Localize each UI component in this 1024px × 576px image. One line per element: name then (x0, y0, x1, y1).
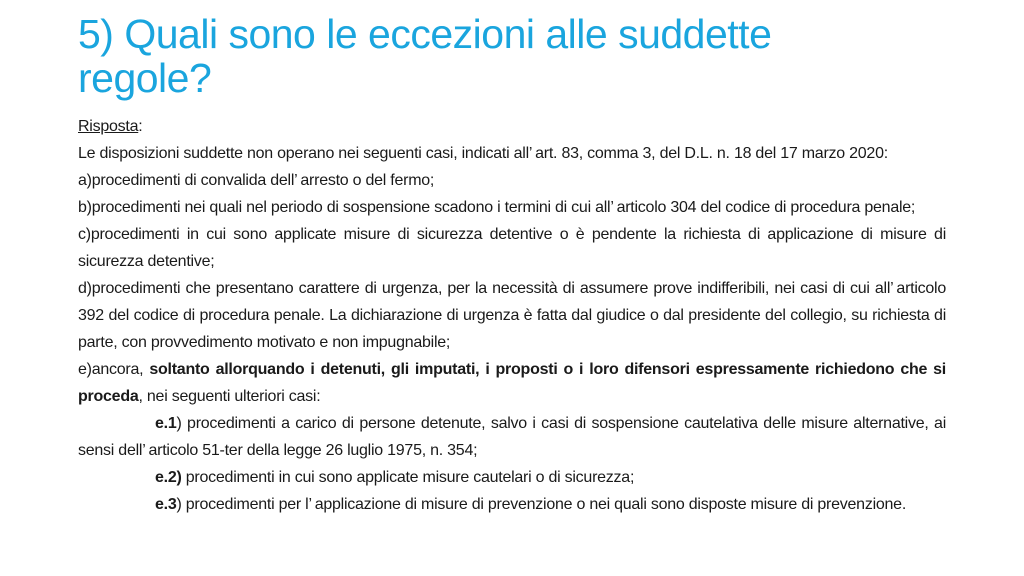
paragraph-run: e)ancora, (78, 360, 150, 378)
paragraph-run: c)procedimenti in cui sono applicate misure di sicurezza detentive o è pendente la richiesta di applicazione di misure di sicurezza detentive; (78, 225, 946, 270)
answer-label-colon: : (138, 117, 143, 135)
paragraph (78, 464, 946, 491)
paragraph (78, 221, 946, 275)
paragraph (78, 491, 946, 518)
paragraph-run: ) procedimenti a carico di persone detenute, salvo i casi di sospensione cautelativa delle misure alternative, ai sensi dell’ articolo 51-ter della legge 26 luglio 1975, n. 354; (78, 414, 946, 459)
answer-label: Risposta (78, 117, 139, 135)
paragraph-run-bold: e.2) (155, 468, 182, 486)
paragraph-run-bold: e.1 (155, 414, 177, 432)
paragraph-run: a)procedimenti di convalida dell’ arresto o del fermo; (78, 171, 435, 189)
paragraph-run: d)procedimenti che presentano carattere di urgenza, per la necessità di assumere prove indifferibili, nei casi di cui all’ articolo 392 del codice di procedura penale. La dichiarazione di urgenza è fatta dal giudice o dal presidente del collegio, su richiesta di parte, con provvedimento motivato e non impugnabile; (78, 279, 946, 351)
paragraph (78, 275, 946, 356)
answer-body (78, 113, 946, 518)
paragraph-run: procedimenti in cui sono applicate misure cautelari o di sicurezza; (181, 468, 635, 486)
paragraph (78, 140, 946, 167)
paragraph (78, 356, 946, 410)
paragraph (78, 410, 946, 464)
paragraph-run: b)procedimenti nei quali nel periodo di sospensione scadono i termini di cui all’ articolo 304 del codice di procedura penale; (78, 198, 916, 216)
paragraph-run-bold: soltanto allorquando i detenuti, gli imputati, i proposti o i loro difensori espressamente richiedono che si proceda (78, 360, 946, 405)
paragraphs-container (78, 140, 946, 518)
paragraph-run: ) procedimenti per l’ applicazione di misure di prevenzione o nei quali sono disposte misure di prevenzione. (176, 495, 907, 513)
paragraph (78, 167, 946, 194)
answer-label-line (78, 113, 946, 140)
paragraph-run: Le disposizioni suddette non operano nei seguenti casi, indicati all’ art. 83, comma 3, del D.L. n. 18 del 17 marzo 2020: (78, 144, 888, 162)
paragraph (78, 194, 946, 221)
slide-title: 5) Quali sono le eccezioni alle suddette regole? (78, 11, 772, 102)
paragraph-run-bold: e.3 (155, 495, 177, 513)
paragraph-run: , nei seguenti ulteriori casi: (138, 387, 321, 405)
